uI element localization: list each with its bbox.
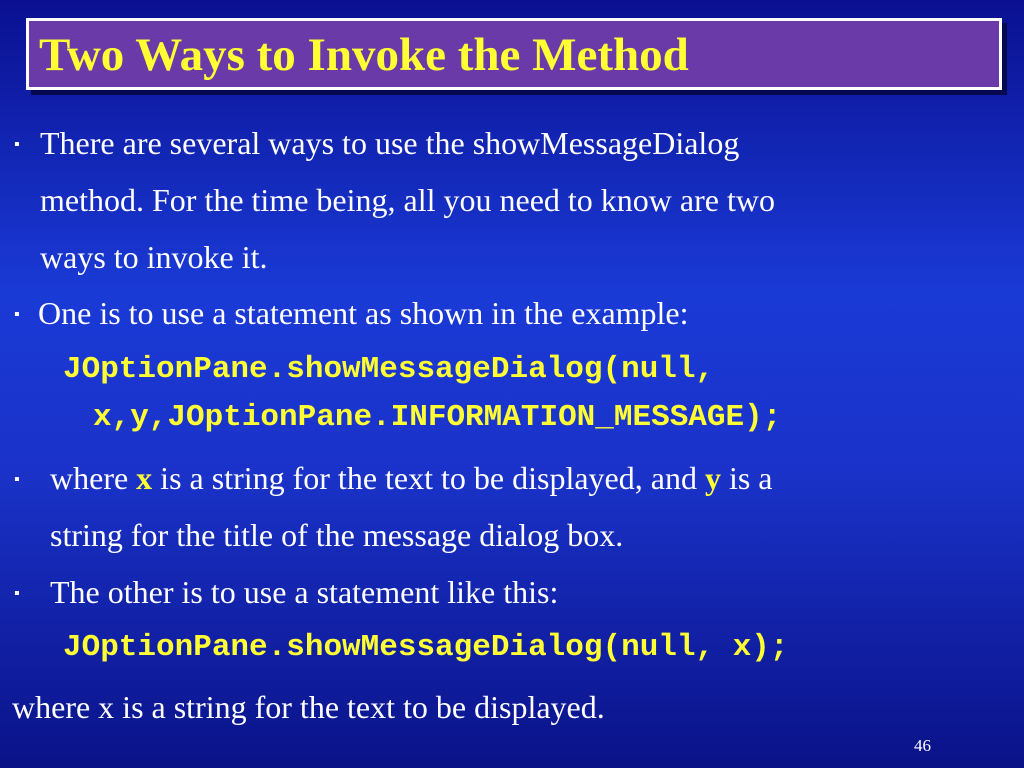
bullet-3-post: is a xyxy=(720,460,773,496)
code-example-2: JOptionPane.showMessageDialog(null, x); xyxy=(63,630,789,665)
code-example-1-line-1: JOptionPane.showMessageDialog(null, xyxy=(63,352,715,387)
bullet-icon: ▪ xyxy=(14,306,20,323)
bullet-3-mid: is a string for the text to be displayed, and xyxy=(152,460,705,496)
bullet-icon: ▪ xyxy=(14,471,20,488)
bullet-2-line-1: One is to use a statement as shown in the example: xyxy=(38,295,689,331)
bullet-3-line-1 xyxy=(50,459,772,497)
page-number: 46 xyxy=(914,736,931,755)
slide-title: Two Ways to Invoke the Method xyxy=(39,29,689,81)
bullet-icon: ▪ xyxy=(14,136,20,153)
bullet-4-line-1: The other is to use a statement like this: xyxy=(50,574,559,610)
bullet-3-pre: where xyxy=(50,460,137,496)
bullet-1-line-3: ways to invoke it. xyxy=(40,239,268,275)
bullet-1-line-2: method. For the time being, all you need to know are two xyxy=(40,182,775,218)
bullet-3-line-2: string for the title of the message dialog box. xyxy=(50,517,624,553)
bullet-1-line-1: There are several ways to use the showMessageDialog xyxy=(40,125,740,161)
variable-x: x xyxy=(136,460,153,496)
closing-text: where x is a string for the text to be displayed. xyxy=(12,689,605,725)
variable-y: y xyxy=(704,460,721,496)
title-box xyxy=(26,18,1002,90)
bullet-icon: ▪ xyxy=(14,585,20,602)
code-example-1-line-2: x,y,JOptionPane.INFORMATION_MESSAGE); xyxy=(93,400,782,435)
